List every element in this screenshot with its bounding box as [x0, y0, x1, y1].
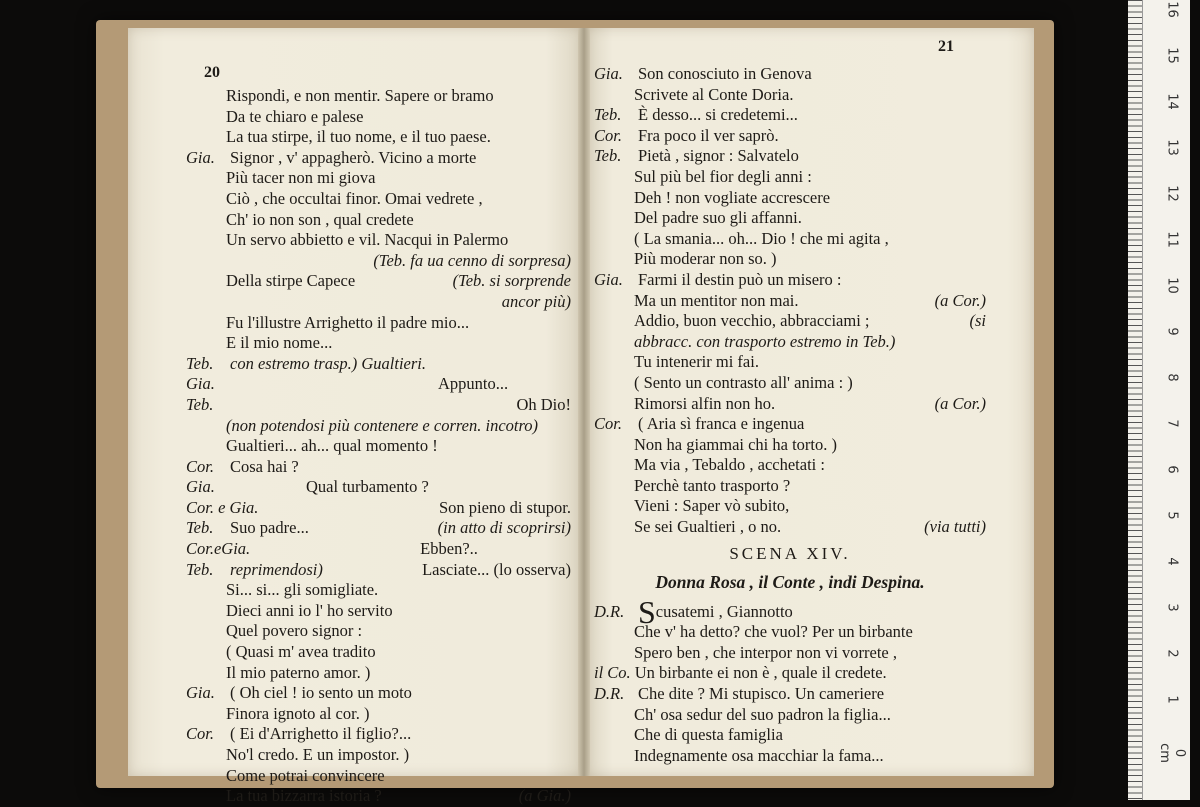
- text-line: [186, 704, 571, 725]
- line-text: Rispondi, e non mentir. Sapere or bramo: [226, 86, 494, 105]
- line-text: ( La smania... oh... Dio ! che mi agita ,: [634, 228, 889, 248]
- ruler-number: 0 cm: [1157, 743, 1187, 763]
- text-line: [594, 746, 986, 767]
- ruler-number: 10: [1164, 277, 1180, 294]
- speaker-label: Gia.: [186, 477, 215, 497]
- line-text: Sul più bel fior degli anni :: [634, 166, 812, 186]
- line-text: Della stirpe Capece: [226, 271, 356, 291]
- stage-direction: (Teb. si sorprende: [452, 271, 571, 291]
- line-text: Un servo abbietto e vil. Nacqui in Palermo: [226, 230, 509, 250]
- text-line: [186, 724, 571, 745]
- speaker-label: Teb.: [594, 146, 622, 166]
- text-line: [186, 271, 571, 292]
- text-line: [594, 64, 986, 85]
- text-line: [186, 107, 571, 128]
- line-text: (non potendosi più contenere e corren. incotro): [226, 415, 539, 435]
- speaker-label: Cor.: [186, 724, 214, 744]
- stage-direction: (via tutti): [924, 517, 986, 537]
- speaker-label: Teb.: [186, 394, 214, 414]
- line-text: Ch' io non son , qual credete: [226, 209, 414, 229]
- ruler-number: 3: [1164, 603, 1180, 612]
- line-text: Ma un mentitor non mai.: [634, 290, 799, 310]
- measuring-ruler: [1128, 0, 1190, 800]
- text-line: [186, 354, 571, 375]
- ruler-number: 8: [1164, 373, 1180, 382]
- text-line: [186, 374, 571, 395]
- line-text: reprimendosi): [230, 559, 323, 579]
- stage-direction: Son pieno di stupor.: [438, 497, 571, 517]
- scene-title: SCENA XIV.: [729, 543, 851, 563]
- text-line: [594, 643, 986, 664]
- text-line: [186, 477, 571, 498]
- text-line: [186, 127, 571, 148]
- speaker-label: Cor.: [594, 414, 622, 434]
- line-text: La tua bizzarra istoria ?: [226, 786, 382, 806]
- text-line: [594, 85, 986, 106]
- ruler-number: 15: [1164, 47, 1180, 64]
- text-line: [186, 663, 571, 684]
- line-text: E il mio nome...: [226, 333, 333, 353]
- line-text: Che v' ha detto? che vuol? Per un birbante: [634, 622, 913, 642]
- ruler-number: 1: [1164, 695, 1180, 704]
- text-line: [186, 86, 571, 107]
- ruler-number: 14: [1164, 93, 1180, 110]
- line-text: Vieni : Saper vò subito,: [634, 496, 790, 516]
- left-page-number: 20: [204, 64, 220, 81]
- text-line: [594, 208, 986, 229]
- speaker-label: Gia.: [186, 374, 215, 394]
- line-text: Finora ignoto al cor. ): [226, 703, 370, 723]
- text-line: [594, 622, 986, 643]
- ruler-number: 5: [1164, 511, 1180, 520]
- speaker-label: D.R.: [594, 684, 625, 704]
- line-text: Più moderar non so. ): [634, 249, 777, 269]
- speaker-label: Gia.: [594, 269, 623, 289]
- stage-direction: (a Gia.): [518, 786, 571, 806]
- text-line: [594, 105, 986, 126]
- right-page-lines: [594, 64, 986, 538]
- speaker-label: Gia.: [594, 64, 623, 83]
- text-line: [186, 251, 571, 272]
- text-line: [186, 189, 571, 210]
- stage-direction: Lasciate... (lo osserva): [422, 559, 571, 579]
- line-text: ( Sento un contrasto all' anima : ): [634, 372, 853, 392]
- line-text: Come potrai convincere: [226, 765, 385, 785]
- line-text: Perchè tanto trasporto ?: [634, 475, 791, 495]
- speaker-label: Teb.: [186, 518, 214, 538]
- line-text: Quel povero signor :: [226, 621, 363, 641]
- line-text: Farmi il destin può un misero :: [638, 269, 842, 289]
- line-text: Ebben?..: [420, 539, 478, 559]
- line-text: Indegnamente osa macchiar la fama...: [634, 745, 884, 765]
- text-line: [594, 517, 986, 538]
- line-text: Un birbante ei non è , quale il credete.: [634, 663, 887, 683]
- stage-direction: ancor più): [501, 291, 571, 311]
- text-line: [594, 146, 986, 167]
- line-text: Son conosciuto in Genova: [638, 64, 812, 83]
- text-line: [186, 148, 571, 169]
- right-page-number: 21: [938, 38, 954, 55]
- right-page-text: [594, 64, 986, 766]
- text-line: [186, 333, 571, 354]
- text-line: [594, 373, 986, 394]
- text-line: [186, 642, 571, 663]
- line-text: cusatemi , Giannotto: [655, 601, 793, 621]
- ruler-number: 13: [1164, 139, 1180, 156]
- line-text: Cosa hai ?: [230, 456, 299, 476]
- ruler-number: 9: [1164, 327, 1180, 336]
- stage-direction: (si: [969, 311, 986, 331]
- text-line: [186, 313, 571, 334]
- line-text: Signor , v' appagherò. Vicino a morte: [230, 147, 477, 167]
- text-line: [186, 457, 571, 478]
- ruler-edge: [1142, 0, 1143, 800]
- text-line: [186, 436, 571, 457]
- text-line: [186, 416, 571, 437]
- text-line: [594, 229, 986, 250]
- text-line: [594, 352, 986, 373]
- text-line: [594, 593, 986, 630]
- text-line: [594, 725, 986, 746]
- line-text: Fra poco il ver saprò.: [638, 125, 779, 145]
- speaker-label: Cor.: [594, 125, 622, 145]
- line-text: ( Oh ciel ! io sento un moto: [230, 683, 412, 703]
- line-text: Suo padre...: [230, 518, 309, 538]
- text-line: [186, 786, 571, 807]
- ruler-number: 2: [1164, 649, 1180, 658]
- ruler-number: 7: [1164, 419, 1180, 428]
- line-text: Fu l'illustre Arrighetto il padre mio...: [226, 312, 470, 332]
- line-text: Da te chiaro e palese: [226, 106, 364, 126]
- line-text: Dieci anni io l' ho servito: [226, 600, 393, 620]
- line-text: Pietà , signor : Salvatelo: [638, 146, 799, 166]
- line-text: Deh ! non vogliate accrescere: [634, 187, 831, 207]
- stage-direction: (a Cor.): [934, 290, 986, 310]
- text-line: [186, 683, 571, 704]
- line-text: Che dite ? Mi stupisco. Un cameriere: [638, 684, 885, 704]
- line-text: abbracc. con trasporto estremo in Teb.): [634, 331, 896, 351]
- text-line: [594, 435, 986, 456]
- line-text: È desso... si credetemi...: [638, 105, 798, 125]
- line-text: Ciò , che occultai finor. Omai vedrete ,: [226, 188, 483, 208]
- drop-cap: S: [638, 593, 656, 630]
- speaker-label: Cor.: [186, 456, 214, 476]
- line-text: Tu intenerir mi fai.: [634, 352, 759, 372]
- text-line: [186, 601, 571, 622]
- text-line: [594, 188, 986, 209]
- text-line: [594, 684, 986, 705]
- speaker-label: Teb.: [186, 559, 214, 579]
- line-text: Non ha giammai chi ha torto. ): [634, 434, 837, 454]
- text-line: [186, 621, 571, 642]
- line-text: Più tacer non mi giova: [226, 168, 376, 188]
- text-line: [186, 539, 571, 560]
- text-line: [186, 745, 571, 766]
- line-text: Addio, buon vecchio, abbracciami ;: [634, 311, 870, 331]
- speaker-label: Cor. e Gia.: [186, 497, 259, 517]
- line-text: Ma via , Tebaldo , acchetati :: [634, 455, 825, 475]
- ruler-number: 16: [1164, 1, 1180, 18]
- line-text: Se sei Gualtieri , o no.: [634, 517, 782, 537]
- text-line: [594, 249, 986, 270]
- text-line: [186, 168, 571, 189]
- ruler-number: 11: [1164, 231, 1180, 248]
- text-line: [594, 332, 986, 353]
- line-text: Scrivete al Conte Doria.: [634, 84, 794, 104]
- stage-direction: Appunto...: [438, 374, 509, 394]
- text-line: [594, 167, 986, 188]
- ruler-number: 6: [1164, 465, 1180, 474]
- text-line: [594, 414, 986, 435]
- text-line: [594, 496, 986, 517]
- book-gutter: [578, 28, 590, 776]
- text-line: [186, 560, 571, 581]
- text-line: [594, 291, 986, 312]
- text-line: [186, 395, 571, 416]
- text-line: [594, 663, 986, 684]
- line-text: Qual turbamento ?: [306, 477, 429, 497]
- text-line: [186, 766, 571, 787]
- text-line: [594, 394, 986, 415]
- stage-direction: (in atto di scoprirsi): [437, 518, 571, 538]
- speaker-label: Teb.: [594, 105, 622, 125]
- text-line: [594, 705, 986, 726]
- text-line: [186, 210, 571, 231]
- stage-direction: Oh Dio!: [516, 394, 571, 414]
- text-line: [594, 476, 986, 497]
- line-text: La tua stirpe, il tuo nome, e il tuo paese.: [226, 127, 491, 147]
- text-line: [186, 292, 571, 313]
- text-line: [594, 311, 986, 332]
- speaker-label: Gia.: [186, 147, 215, 167]
- line-text: ( Ei d'Arrighetto il figlio?...: [230, 724, 412, 744]
- line-text: Gualtieri... ah... qual momento !: [226, 436, 438, 456]
- ruler-number: 12: [1164, 185, 1180, 202]
- speaker-label: il Co.: [594, 663, 631, 683]
- text-line: [186, 518, 571, 539]
- text-line: [594, 126, 986, 147]
- line-text: Il mio paterno amor. ): [226, 662, 371, 682]
- right-page-lines-after-scene: [594, 593, 986, 767]
- speaker-label: Cor.eGia.: [186, 539, 251, 559]
- speaker-label: Gia.: [186, 683, 215, 703]
- text-line: [594, 270, 986, 291]
- text-line: [186, 230, 571, 251]
- stage-direction: (a Cor.): [934, 393, 986, 413]
- speaker-label: Teb.: [186, 353, 214, 373]
- line-text: Ch' osa sedur del suo padron la figlia...: [634, 704, 891, 724]
- ruler-number: 4: [1164, 557, 1180, 566]
- line-text: Spero ben , che interpor non vi vorrete ,: [634, 642, 898, 662]
- line-text: ( Aria sì franca e ingenua: [638, 414, 805, 434]
- line-text: Rimorsi alfin non ho.: [634, 393, 776, 413]
- line-text: ( Quasi m' avea tradito: [226, 642, 376, 662]
- line-text: Del padre suo gli affanni.: [634, 208, 802, 228]
- line-text: Che di questa famiglia: [634, 725, 783, 745]
- line-text: No'l credo. E un impostor. ): [226, 745, 410, 764]
- text-line: [594, 455, 986, 476]
- line-text: Si... si... gli somigliate.: [226, 580, 379, 600]
- left-page-text: [186, 86, 571, 807]
- line-text: con estremo trasp.) Gualtieri.: [230, 353, 426, 373]
- speaker-label: D.R.: [594, 601, 625, 621]
- text-line: [186, 498, 571, 519]
- scene-characters: Donna Rosa , il Conte , indi Despina.: [655, 571, 925, 592]
- text-line: [186, 580, 571, 601]
- stage-direction: (Teb. fa ua cenno di sorpresa): [373, 250, 571, 270]
